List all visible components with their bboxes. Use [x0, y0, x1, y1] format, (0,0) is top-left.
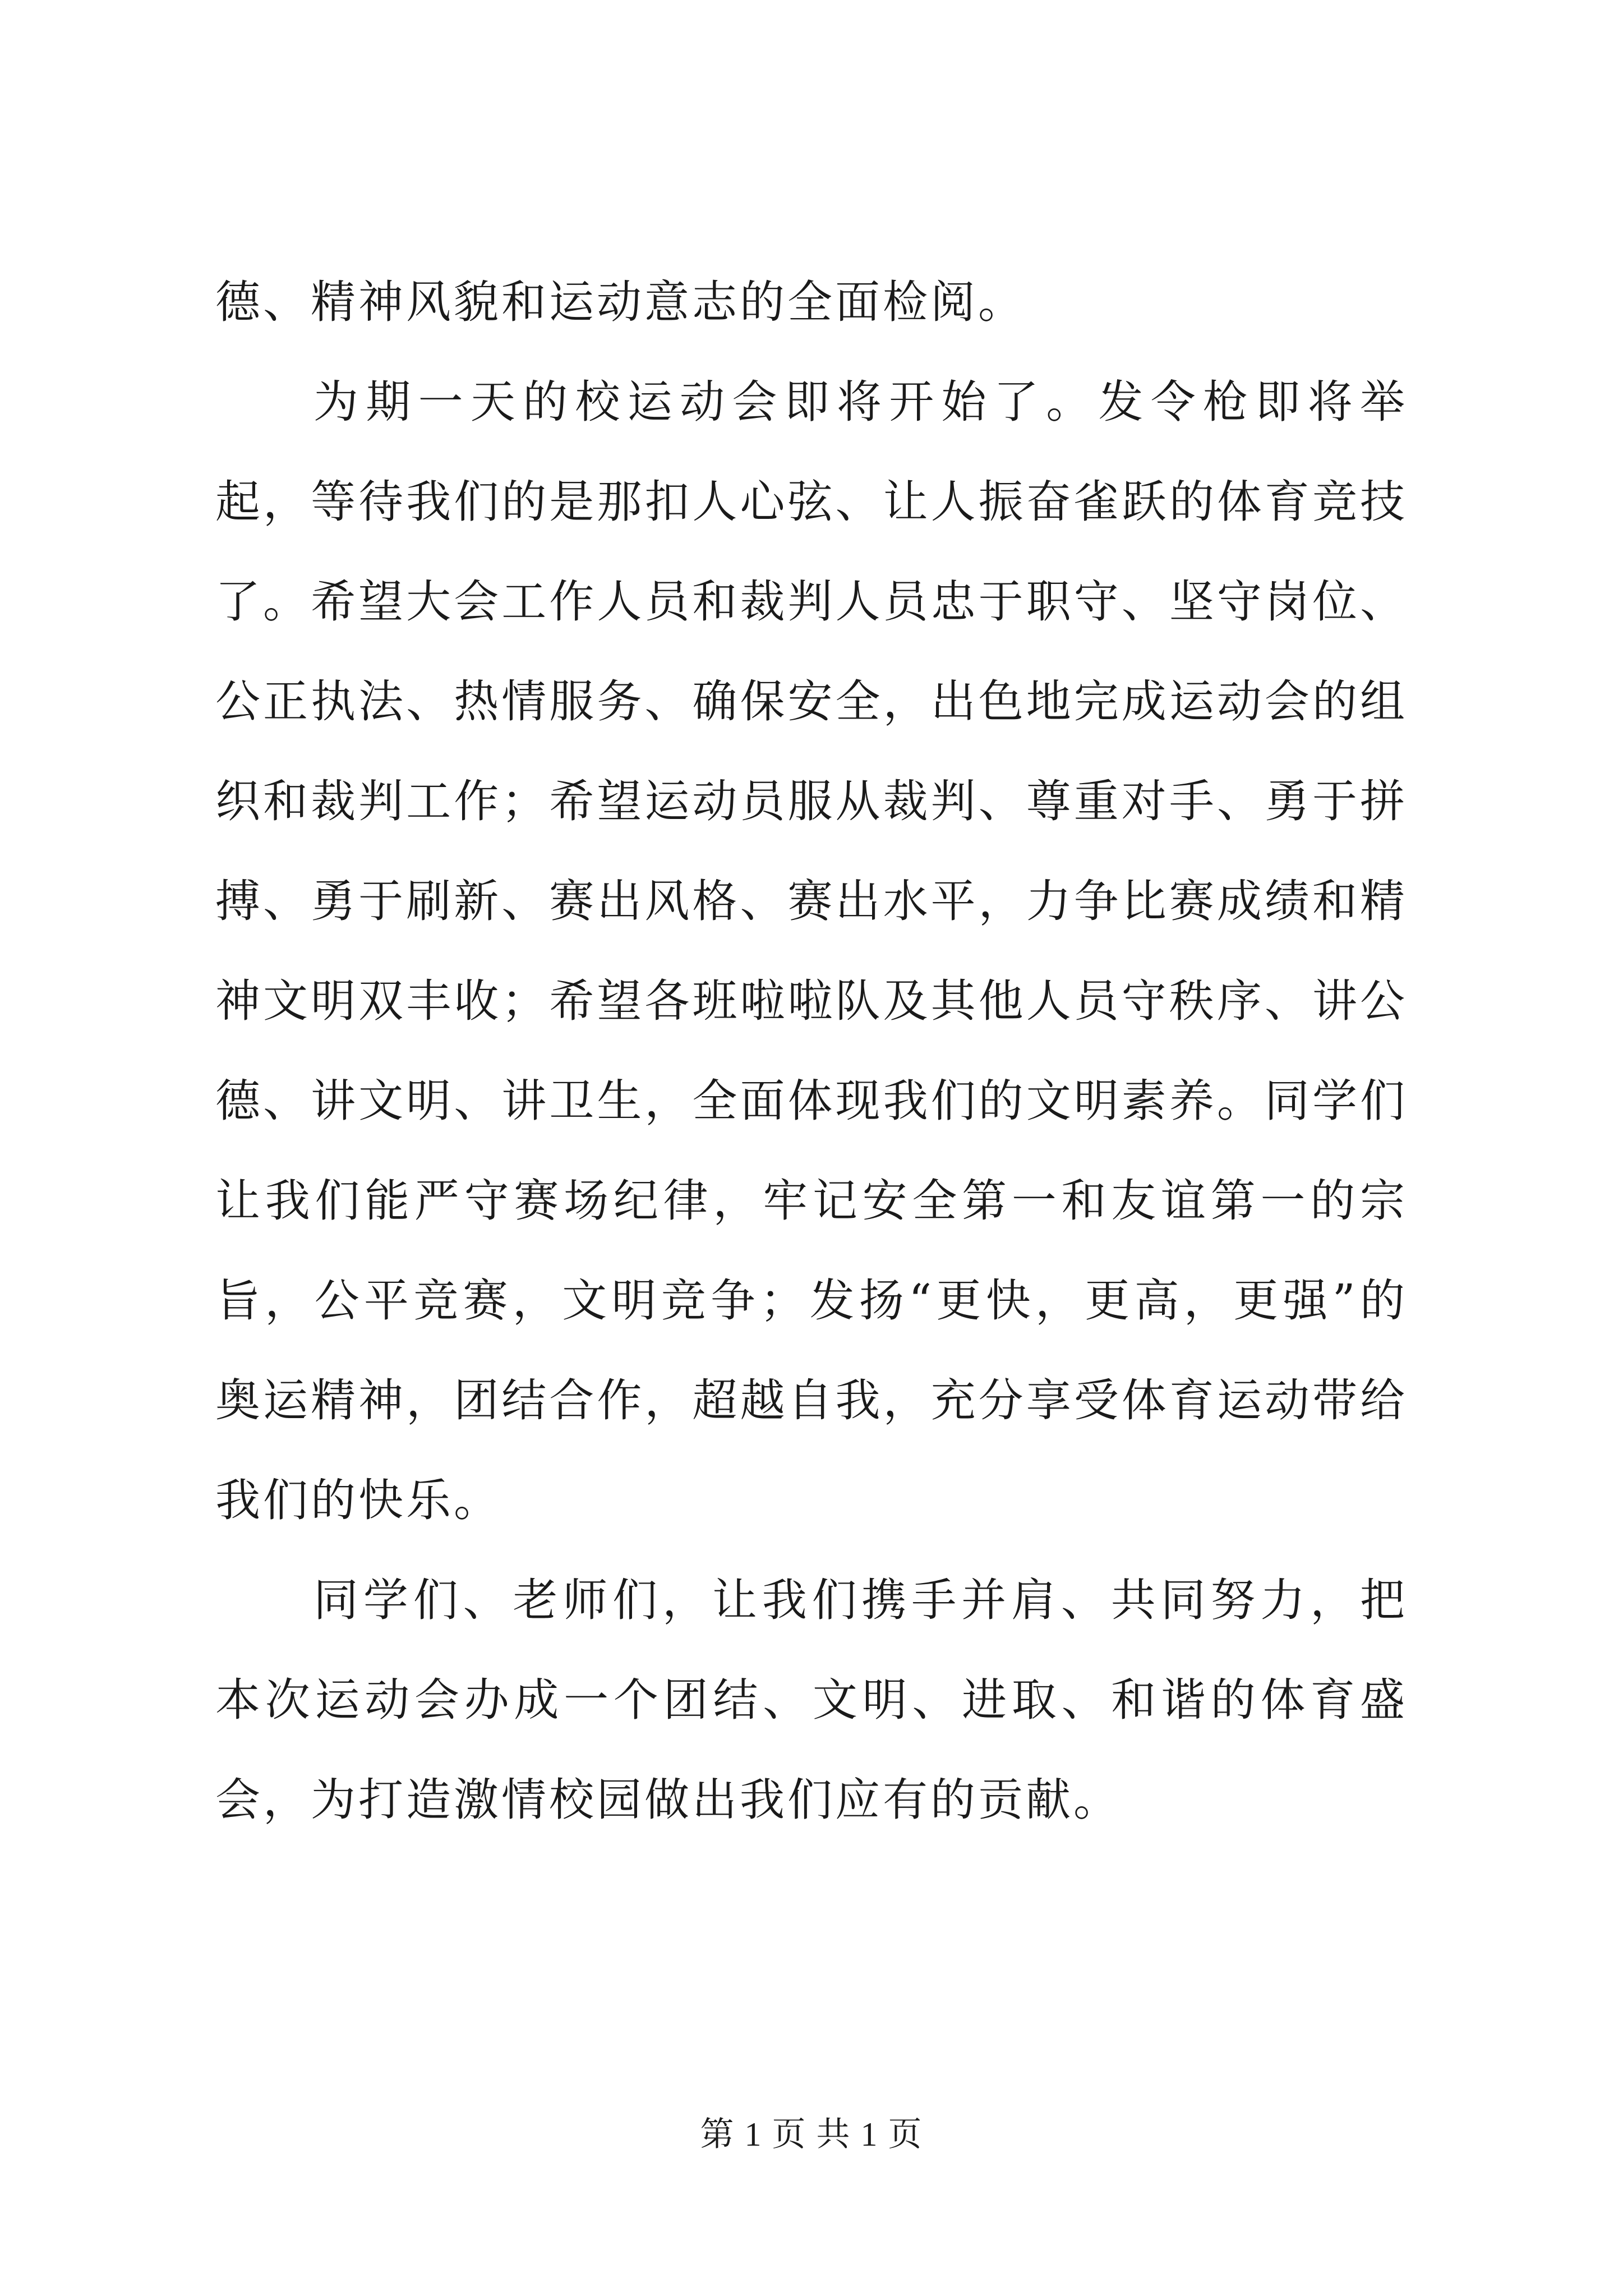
document-body	[215, 252, 1408, 1850]
paragraph-closing: 同学们、老师们，让我们携手并肩、共同努力，把本次运动会办成一个团结、文明、进取、和谐的体育盛会，为打造激情校园做出我们应有的贡献。	[215, 1574, 1408, 1826]
paragraph-continuation: 德、精神风貌和运动意志的全面检阅。	[215, 276, 1026, 328]
page-footer: 第 1 页 共 1 页	[700, 2116, 923, 2153]
paragraph-sports-meet: 为期一天的校运动会即将开始了。发令枪即将举起，等待我们的是那扣人心弦、让人振奋雀跃的体育竞技了。希望大会工作人员和裁判人员忠于职守、坚守岗位、公正执法、热情服务、确保安全，出色地完成运动会的组织和裁判工作；希望运动员服从裁判、尊重对手、勇于拼搏、勇于刷新、赛出风格、赛出水平，力争比赛成绩和精神文明双丰收；希望各班啦啦队及其他人员守秩序、讲公德、讲文明、讲卫生，全面体现我们的文明素养。同学们让我们能严守赛场纪律，牢记安全第一和友谊第一的宗旨，公平竞赛，文明竞争；发扬“更快，更高，更强”的奥运精神，团结合作，超越自我，充分享受体育运动带给我们的快乐。	[215, 376, 1408, 1526]
